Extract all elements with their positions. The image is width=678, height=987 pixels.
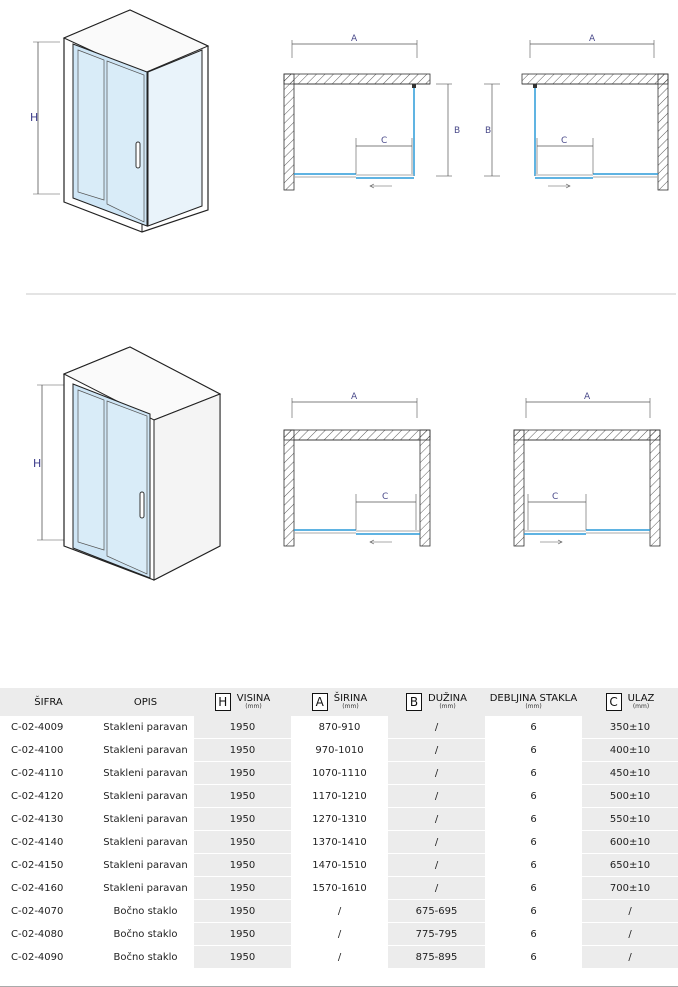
table-cell: 970-1010 [291,739,388,762]
header-ulaz-label: ULAZ [627,692,655,704]
depth-label: B [454,126,461,136]
table-cell: 775-795 [388,923,485,946]
table-row [0,762,678,785]
table-cell: 1950 [194,877,291,900]
header-debljina-label: DEBLJINA STAKLA [489,692,578,704]
width-label: A [584,392,591,402]
header-unit: (mm) [342,703,359,711]
table-cell: 1950 [194,900,291,923]
table-cell: Stakleni paravan [97,785,194,808]
table-cell: 675-695 [388,900,485,923]
table-cell: 1370-1410 [291,831,388,854]
header-sirina-label: ŠIRINA [333,692,368,704]
c-letter-box: C [606,693,622,711]
header-visina [194,688,291,716]
header-sirina [291,688,388,716]
iso-niche-door [33,347,220,580]
table-cell: Bočno staklo [97,923,194,946]
table-cell: / [582,923,678,946]
table-row [0,831,678,854]
table-header-row [0,688,678,716]
table-cell: 1950 [194,716,291,739]
table-cell: / [291,900,388,923]
header-unit: (mm) [632,703,650,711]
plan-niche-right [284,392,430,546]
header-debljina [485,688,582,716]
header-visina-label: VISINA [236,692,271,704]
table-cell: 6 [485,923,582,946]
table-cell: Stakleni paravan [97,854,194,877]
table-cell: 650±10 [582,854,678,877]
h-letter-box: H [215,693,231,711]
table-cell: 875-895 [388,946,485,969]
table-cell: Bočno staklo [97,946,194,969]
table-cell: 600±10 [582,831,678,854]
plan-corner-left [484,34,668,190]
table-cell: C-02-4090 [0,946,97,969]
table-cell: 700±10 [582,877,678,900]
width-label: A [351,392,358,402]
table-row [0,877,678,900]
table-cell: Stakleni paravan [97,877,194,900]
table-cell: 1950 [194,946,291,969]
entry-label: C [382,492,389,502]
table-cell: 6 [485,877,582,900]
table-cell: 6 [485,854,582,877]
table-row [0,785,678,808]
table-cell: 1950 [194,808,291,831]
table-cell: C-02-4160 [0,877,97,900]
table-cell: 1950 [194,739,291,762]
table-cell: / [582,900,678,923]
table-cell: Stakleni paravan [97,831,194,854]
table-cell: 1270-1310 [291,808,388,831]
table-cell: Stakleni paravan [97,762,194,785]
table-cell: / [388,716,485,739]
table-cell: / [388,762,485,785]
table-cell: C-02-4110 [0,762,97,785]
header-unit: (mm) [525,703,542,711]
table-cell: / [388,854,485,877]
table-cell: C-02-4140 [0,831,97,854]
b-letter-box: B [406,693,422,711]
width-label: A [351,34,358,44]
header-duzina-label: DUŽINA [428,692,467,704]
table-cell: 1950 [194,854,291,877]
table-cell: 500±10 [582,785,678,808]
table-cell: 450±10 [582,762,678,785]
header-unit: (mm) [439,703,456,711]
table-cell: 6 [485,946,582,969]
table-cell: 6 [485,785,582,808]
table-cell: C-02-4009 [0,716,97,739]
table-row [0,900,678,923]
table-cell: 400±10 [582,739,678,762]
table-cell: Stakleni paravan [97,808,194,831]
table-cell: 870-910 [291,716,388,739]
table-cell: 6 [485,900,582,923]
table-cell: 1470-1510 [291,854,388,877]
table-cell: C-02-4070 [0,900,97,923]
table-cell: 1950 [194,923,291,946]
table-cell: 550±10 [582,808,678,831]
table-cell: C-02-4120 [0,785,97,808]
entry-label: C [561,136,568,146]
table-cell: / [388,831,485,854]
table-cell: Stakleni paravan [97,739,194,762]
table-row [0,923,678,946]
width-label: A [589,34,596,44]
table-cell: 350±10 [582,716,678,739]
table-cell: Bočno staklo [97,900,194,923]
table-row [0,739,678,762]
table-cell: C-02-4080 [0,923,97,946]
table-cell: 1170-1210 [291,785,388,808]
table-cell: 6 [485,762,582,785]
table-cell: / [291,923,388,946]
table-cell: / [582,946,678,969]
iso-corner-enclosure [30,10,208,232]
header-unit: (mm) [245,703,262,711]
table-cell: 1950 [194,831,291,854]
header-ulaz [582,688,678,716]
table-cell: / [291,946,388,969]
entry-label: C [381,136,388,146]
table-row [0,854,678,877]
plan-niche-left [514,392,660,546]
table-cell: / [388,877,485,900]
table-cell: C-02-4150 [0,854,97,877]
table-row [0,946,678,969]
header-duzina [388,688,485,716]
table-cell: / [388,785,485,808]
table-cell: Stakleni paravan [97,716,194,739]
table-cell: / [388,808,485,831]
table-cell: 1570-1610 [291,877,388,900]
table-cell: 1950 [194,785,291,808]
table-row [0,716,678,739]
table-cell: 1070-1110 [291,762,388,785]
table-cell: C-02-4100 [0,739,97,762]
table-row [0,808,678,831]
table-cell: 1950 [194,762,291,785]
a-letter-box: A [312,693,328,711]
depth-label: B [485,126,492,136]
table-cell: C-02-4130 [0,808,97,831]
table-cell: 6 [485,808,582,831]
height-label: H [30,111,39,124]
table-cell: / [388,739,485,762]
height-label: H [33,457,42,470]
header-opis: OPIS [97,688,194,716]
table-cell: 6 [485,739,582,762]
header-sifra: ŠIFRA [0,688,97,716]
table-cell: 6 [485,716,582,739]
table-cell: 6 [485,831,582,854]
plan-corner-right [284,34,460,190]
entry-label: C [552,492,559,502]
table-body [0,716,678,969]
spec-table [0,688,678,969]
